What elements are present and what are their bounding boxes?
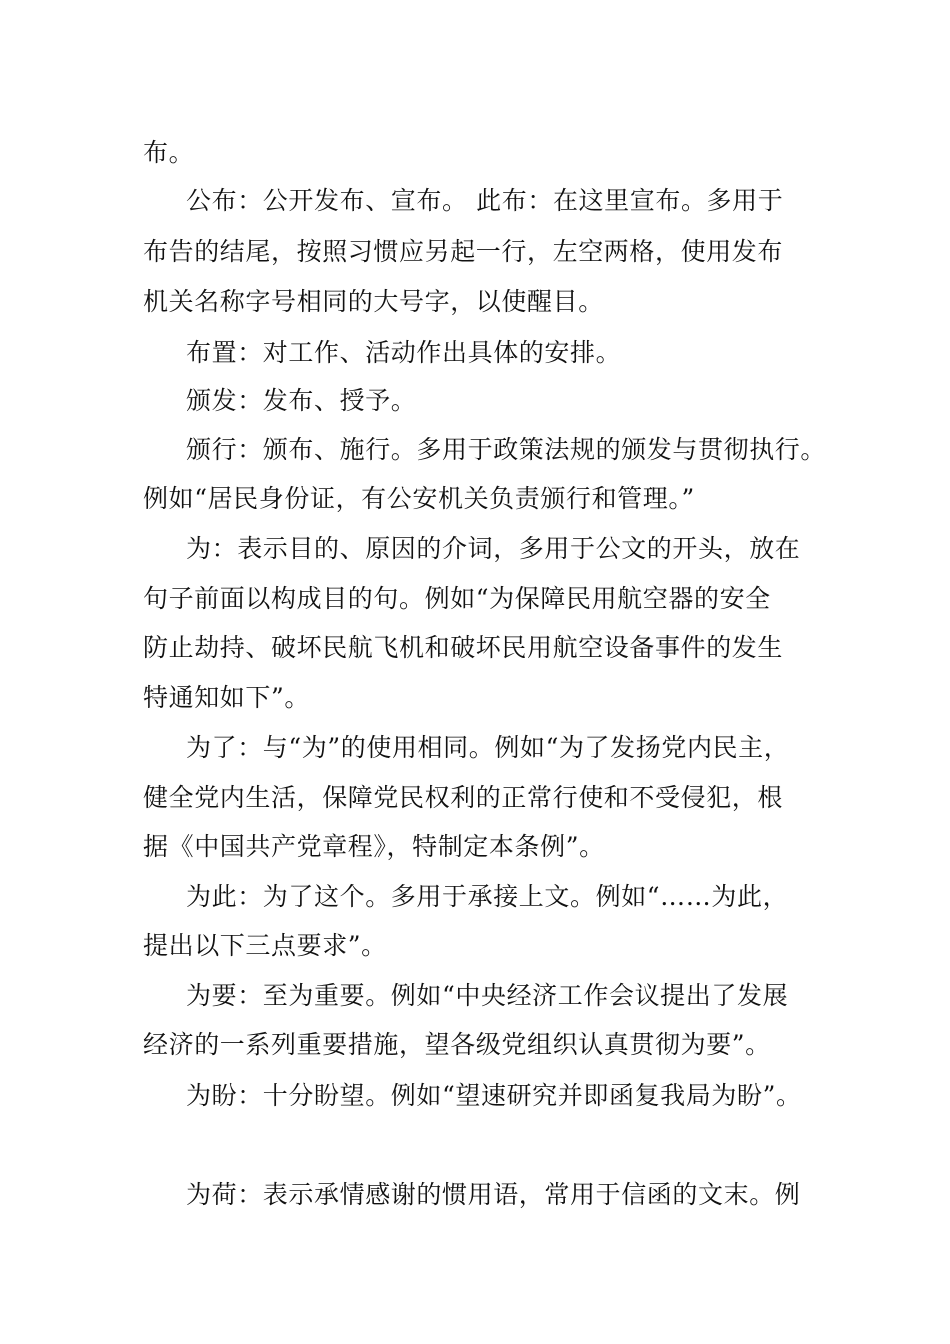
paragraph-start-line: 为了：与“为”的使用相同。例如“为了发扬党内民主， [186, 733, 790, 762]
paragraph-start-line: 为此：为了这个。多用于承接上文。例如“……为此， [186, 882, 789, 911]
paragraph-start-line: 公布：公开发布、宣布。 此布：在这里宣布。多用于 [186, 186, 784, 215]
text-line: 布告的结尾，按照习惯应另起一行，左空两格，使用发布 [143, 237, 784, 266]
text-line: 特通知如下”。 [143, 683, 310, 712]
text-line: 句子前面以构成目的句。例如“为保障民用航空器的安全 [143, 584, 771, 613]
text-line: 据《中国共产党章程》，特制定本条例”。 [143, 832, 605, 861]
paragraph-start-line: 为：表示目的、原因的介词，多用于公文的开头，放在 [186, 534, 801, 563]
text-line: 布。 [143, 138, 195, 167]
text-line: 提出以下三点要求”。 [143, 931, 387, 960]
text-line: 健全党内生活，保障党民权利的正常行使和不受侵犯，根 [143, 783, 784, 812]
text-line: 机关名称字号相同的大号字，以使醒目。 [143, 287, 604, 316]
paragraph-start-line: 颁发：发布、授予。 [186, 386, 417, 415]
text-line: 经济的一系列重要措施，望各级党组织认真贯彻为要”。 [143, 1030, 771, 1059]
text-line: 例如“居民身份证，有公安机关负责颁行和管理。” [143, 484, 695, 513]
paragraph-start-line: 为荷：表示承情感谢的惯用语，常用于信函的文末。例 [186, 1180, 801, 1209]
paragraph-start-line: 为要：至为重要。例如“中央经济工作会议提出了发展 [186, 981, 789, 1010]
paragraph-start-line: 颁行：颁布、施行。多用于政策法规的颁发与贯彻执行。 [186, 435, 827, 464]
text-line: 防止劫持、破坏民航飞机和破坏民用航空设备事件的发生 [143, 633, 784, 662]
paragraph-start-line: 为盼：十分盼望。例如“望速研究并即函复我局为盼”。 [186, 1081, 802, 1110]
paragraph-start-line: 布置：对工作、活动作出具体的安排。 [186, 338, 622, 367]
